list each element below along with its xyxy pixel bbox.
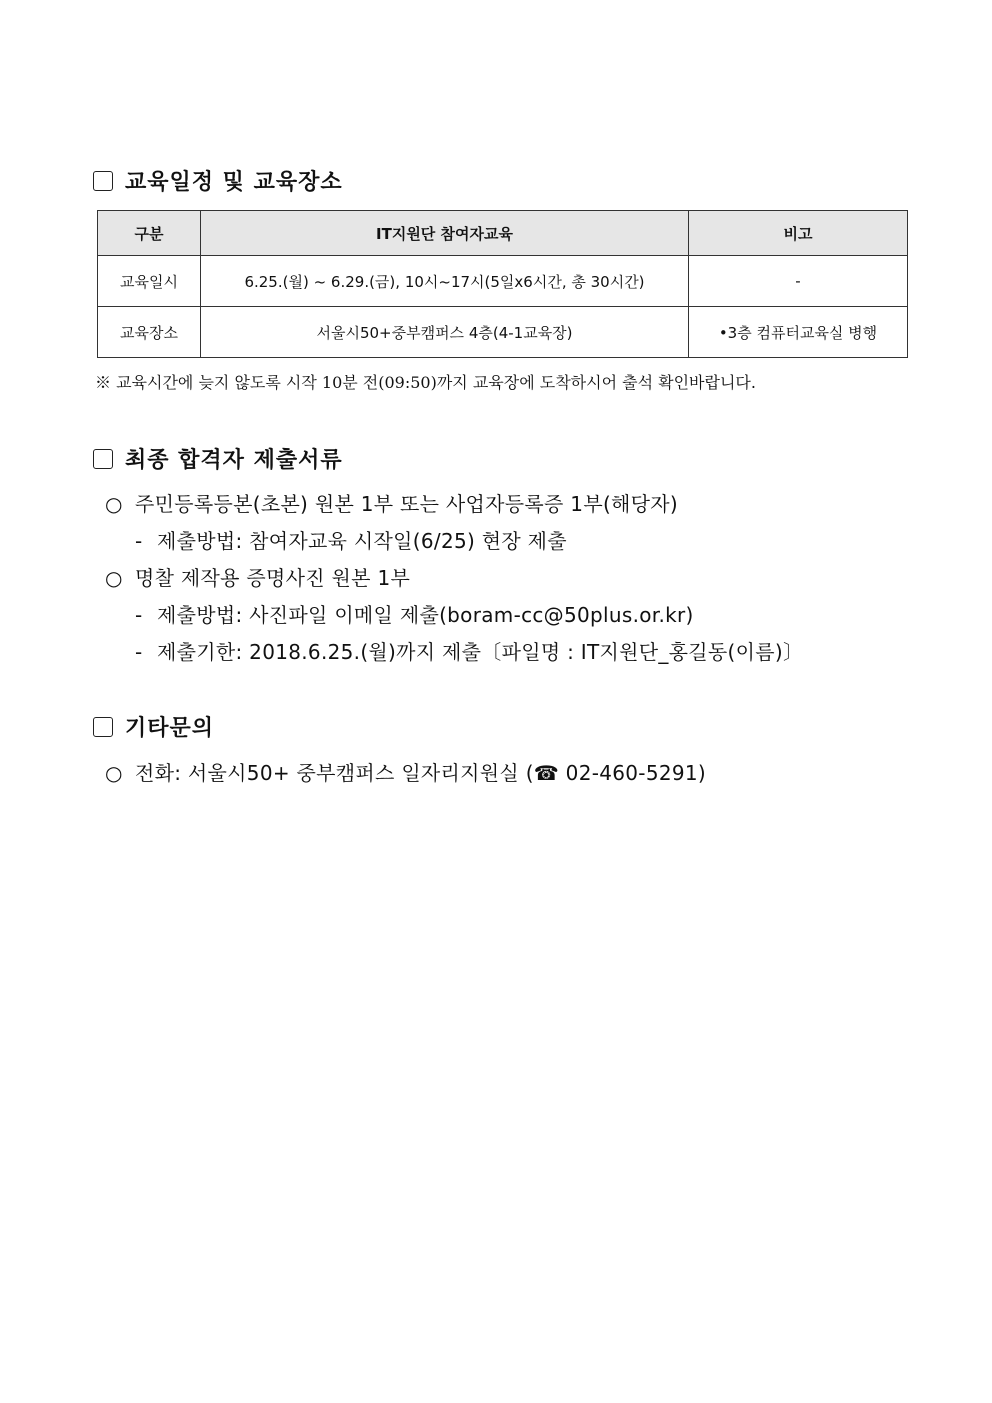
table-row — [98, 307, 908, 358]
checkbox-square-icon — [93, 171, 113, 191]
list-item-text: 제출방법: 사진파일 이메일 제출(boram-cc@50plus.or.kr) — [157, 603, 694, 627]
table-cell: - — [689, 256, 908, 307]
schedule-note: ※ 교육시간에 늦지 않도록 시작 10분 전(09:50)까지 교육장에 도착하시어 출석 확인바랍니다. — [95, 373, 756, 392]
list-item-text: 제출방법: 참여자교육 시작일(6/25) 현장 제출 — [157, 529, 567, 553]
table-cell: 교육일시 — [98, 256, 201, 307]
dash-bullet: - — [135, 529, 143, 553]
list-item — [135, 599, 694, 628]
list-item — [135, 636, 803, 665]
schedule-table — [97, 210, 908, 358]
circle-bullet-icon: ○ — [105, 492, 123, 516]
list-item-text: 주민등록등본(초본) 원본 1부 또는 사업자등록증 1부(해당자) — [135, 492, 679, 516]
checkbox-square-icon — [93, 449, 113, 469]
list-item — [105, 562, 410, 591]
dash-bullet: - — [135, 603, 143, 627]
list-item — [135, 525, 567, 554]
table-header-cell: IT지원단 참여자교육 — [201, 211, 689, 256]
section-title-documents — [93, 443, 343, 474]
contact-text: 전화: 서울시50+ 중부캠퍼스 일자리지원실 (☎ 02-460-5291) — [135, 761, 707, 785]
table-header-row — [98, 211, 908, 256]
dash-bullet: - — [135, 640, 143, 664]
section-title-text: 기타문의 — [125, 716, 215, 741]
list-item-text: 명찰 제작용 증명사진 원본 1부 — [135, 566, 411, 590]
section-title-text: 최종 합격자 제출서류 — [125, 448, 343, 473]
table-cell: 6.25.(월) ~ 6.29.(금), 10시~17시(5일x6시간, 총 30시간) — [201, 256, 689, 307]
table-cell: 서울시50+중부캠퍼스 4층(4-1교육장) — [201, 307, 689, 358]
section-title-contact — [93, 711, 214, 742]
circle-bullet-icon: ○ — [105, 566, 123, 590]
list-item — [105, 488, 678, 517]
list-item-text: 제출기한: 2018.6.25.(월)까지 제출〔파일명 : IT지원단_홍길동(이름)〕 — [157, 640, 804, 664]
circle-bullet-icon: ○ — [105, 761, 123, 785]
section-title-schedule — [93, 165, 343, 196]
checkbox-square-icon — [93, 717, 113, 737]
table-row — [98, 256, 908, 307]
list-item — [105, 757, 706, 786]
table-header-cell: 구분 — [98, 211, 201, 256]
table-cell: 교육장소 — [98, 307, 201, 358]
table-cell: •3층 컴퓨터교육실 병행 — [689, 307, 908, 358]
section-title-text: 교육일정 및 교육장소 — [125, 170, 343, 195]
table-header-cell: 비고 — [689, 211, 908, 256]
